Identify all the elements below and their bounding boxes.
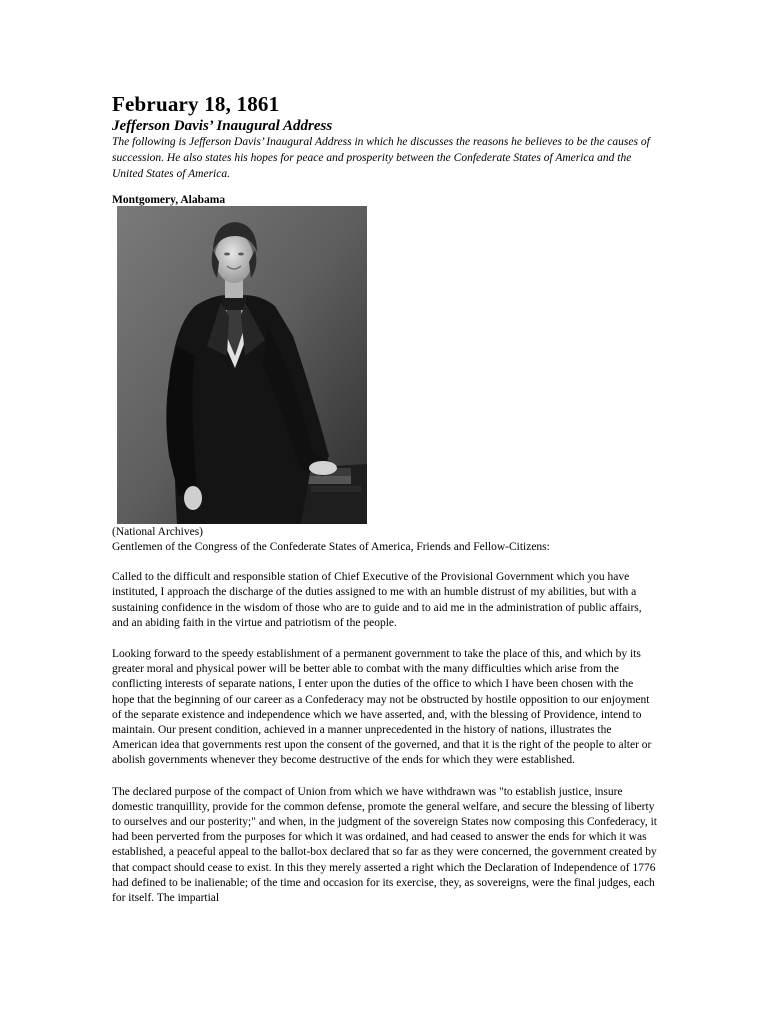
- salutation: Gentlemen of the Congress of the Confederate States of America, Friends and Fellow-Citizens:: [112, 541, 550, 553]
- image-credit: (National Archives): [112, 526, 204, 538]
- paragraph: Looking forward to the speedy establishment of a permanent government to take the place of this, and which by its greater moral and physical power will be better able to combat with the many difficulties which arise from the conflicting interests of separate nations, I enter upon the duties of the office to which I have been chosen with the hope that the beginning of our career as a Confederacy may not be obstructed by hostile opposition to our enjoyment of the separate existence and independence which we have asserted, and, with the blessing of Providence, intend to maintain. Our present condition, achieved in a manner unprecedented in the history of nations, illustrates the American idea that governments rest upon the consent of the governed, and that it is the right of the people to alter or abolish governments whenever they become destructive of the ends for which they were established.: [112, 648, 652, 767]
- document-intro: The following is Jefferson Davis’ Inaugural Address in which he discusses the reasons he believes to be the causes of succession. He also states his hopes for peace and prosperity between the Confederate States of America and the United States of America.: [112, 136, 650, 180]
- document-title: Jefferson Davis’ Inaugural Address: [112, 118, 333, 134]
- document-date: February 18, 1861: [112, 92, 280, 116]
- paragraph: Called to the difficult and responsible station of Chief Executive of the Provisional Government which you have instituted, I approach the discharge of the duties assigned to me with an humble distrust of my abilities, but with a sustaining confidence in the wisdom of those who are to guide and to aid me in the administration of public affairs, and an abiding faith in the virtue and patriotism of the people.: [112, 571, 642, 629]
- portrait-photo: [117, 206, 367, 524]
- paragraph: The declared purpose of the compact of Union from which we have withdrawn was "to establish justice, insure domestic tranquillity, provide for the common defense, promote the general welfare, and secure the blessing of liberty to ourselves and our posterity;" and when, in the judgment of the sovereign States now composing this Confederacy, it had been perverted from the purposes for which it was ordained, and had ceased to answer the ends for which it was established, a peaceful appeal to the ballot-box declared that so far as they were concerned, the government created by that compact should cease to exist. In this they merely asserted a right which the Declaration of Independence of 1776 had defined to be inalienable; of the time and occasion for its exercise, they, as sovereigns, were the final judges, each for itself. The impartial: [112, 785, 657, 905]
- location-heading: Montgomery, Alabama: [112, 194, 226, 206]
- address-body: [112, 540, 657, 922]
